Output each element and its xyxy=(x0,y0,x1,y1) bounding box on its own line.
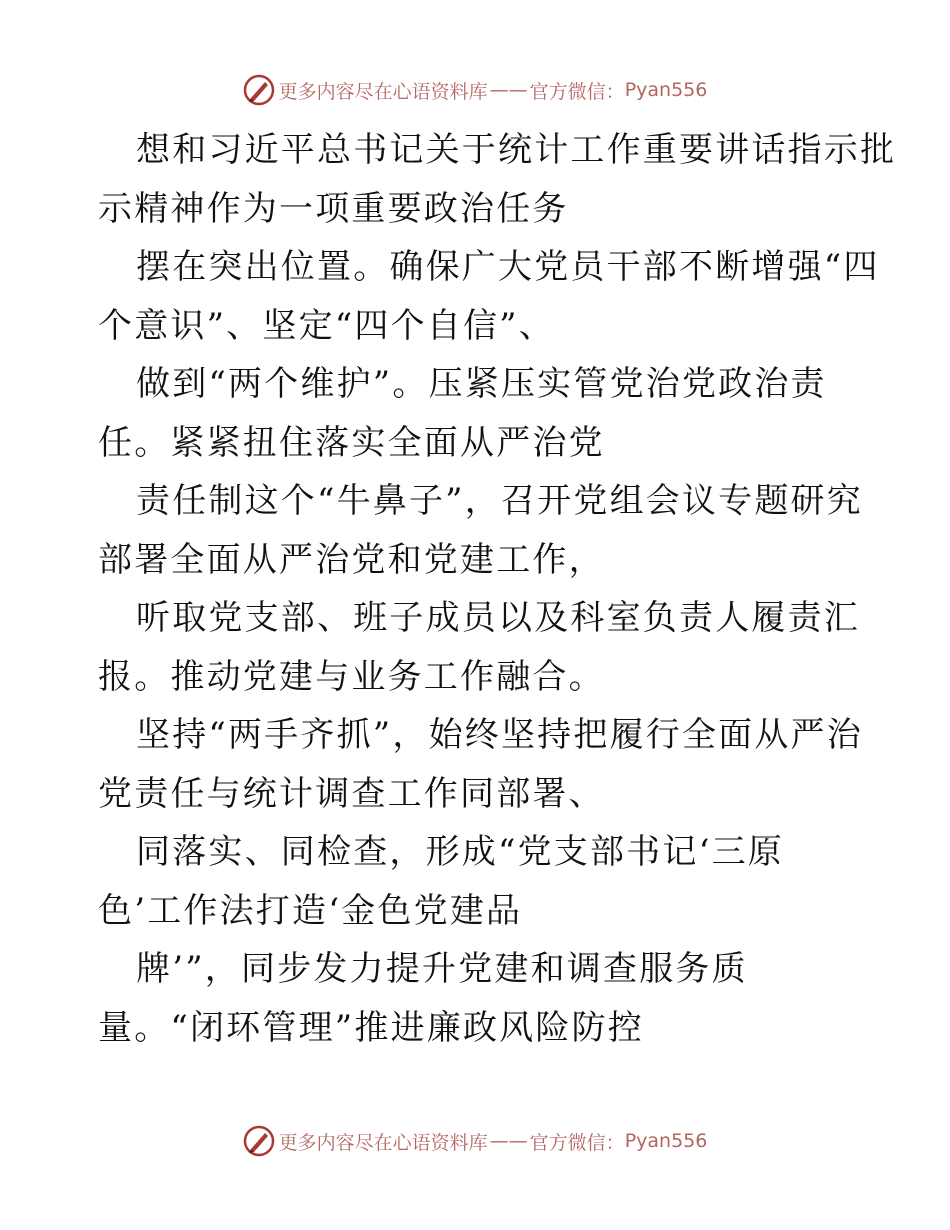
text-line: 坚持“两手齐抓”，始终坚持把履行全面从严治 xyxy=(136,715,863,755)
text-line: 任。紧紧扭住落实全面从严治党 xyxy=(98,422,605,463)
text-line: 量。“闭环管理”推进廉政风险防控 xyxy=(98,1007,644,1048)
text-line: 示精神作为一项重要政治任务 xyxy=(98,188,569,229)
text-line: 色’工作法打造‘金色党建品 xyxy=(98,890,523,931)
footer-watermark xyxy=(0,1121,950,1161)
text-line: 部署全面从严治党和党建工作， xyxy=(98,539,605,580)
text-line: 想和习近平总书记关于统计工作重要讲话指示批 xyxy=(136,130,897,170)
text-line: 党责任与统计调查工作同部署、 xyxy=(98,773,605,814)
text-line: 同落实、同检查，形成“党支部书记‘三原 xyxy=(136,832,784,872)
pen-logo-icon xyxy=(243,74,275,106)
watermark-separator: —— xyxy=(489,79,528,101)
watermark-text: 更多内容尽在心语资料库 xyxy=(278,80,488,103)
watermark-wechat-label: 官方微信： xyxy=(529,1131,625,1154)
text-line: 责任制这个“牛鼻子”，召开党组会议专题研究 xyxy=(136,481,863,521)
text-line: 摆在突出位置。确保广大党员干部不断增强“四 xyxy=(136,247,880,287)
watermark-wechat-id: Pyan556 xyxy=(624,79,708,101)
text-line: 听取党支部、班子成员以及科室负责人履责汇 xyxy=(136,598,860,638)
text-line: 做到“两个维护”。压紧压实管党治党政治责 xyxy=(136,364,827,404)
document-body xyxy=(98,121,897,1057)
watermark-wechat-id: Pyan556 xyxy=(624,1130,708,1152)
text-line: 个意识”、坚定“四个自信”、 xyxy=(98,305,555,346)
watermark-wechat-label: 官方微信： xyxy=(529,80,625,103)
text-line: 牌’”，同步发力提升党建和调查服务质 xyxy=(136,949,748,989)
text-line: 报。推动党建与业务工作融合。 xyxy=(98,656,605,697)
pen-logo-icon xyxy=(243,1125,275,1157)
header-watermark xyxy=(0,70,950,110)
watermark-separator: —— xyxy=(489,1130,528,1152)
watermark-text: 更多内容尽在心语资料库 xyxy=(278,1131,488,1154)
